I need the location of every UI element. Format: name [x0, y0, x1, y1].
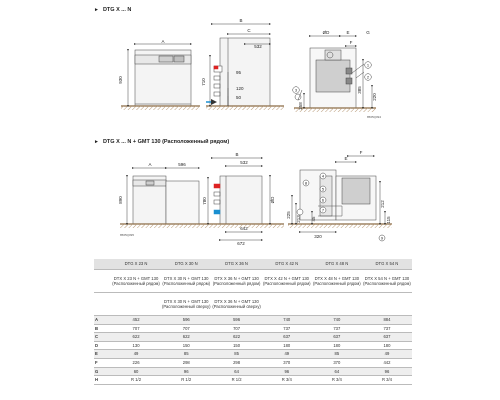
- table-header-row: [94, 259, 412, 270]
- table-row: [94, 350, 412, 359]
- table-cell: 49: [111, 350, 161, 359]
- dim-label-50: 50: [236, 95, 242, 100]
- table-cell: 96: [161, 367, 211, 376]
- dim-label-95: 95: [236, 70, 242, 75]
- table-header-cell: [94, 259, 111, 270]
- table-cell: DTX X 36 N + GMT 130 (Расположенный рядом): [211, 270, 261, 293]
- table-cell: 96: [362, 367, 412, 376]
- boiler-front-view: [135, 50, 191, 106]
- dim-label-930: 930: [118, 76, 123, 84]
- section-title-boiler: ► DTG X ... N: [94, 7, 132, 13]
- marker-9: 9: [380, 235, 384, 241]
- table-cell: 130: [111, 341, 161, 350]
- dim-label-F: F: [349, 40, 353, 45]
- dim-label-E: E: [346, 30, 350, 35]
- table-row: [94, 316, 412, 325]
- table-cell: DTX X 30 N + GMT 130 (Расположенный сверху): [161, 293, 211, 316]
- table-cell: 370: [312, 358, 362, 367]
- table-cell: 737: [362, 324, 412, 333]
- marker-3: 3: [294, 87, 298, 93]
- boiler-tank-back-view: [300, 170, 376, 220]
- sheet-code-2: 8565Q095: [120, 233, 135, 237]
- table-cell: 370: [262, 358, 312, 367]
- table-cell: 180: [312, 341, 362, 350]
- dim-label-532-2: 532: [240, 160, 248, 165]
- table-cell: 85: [312, 350, 362, 359]
- table-header-cell: DTG X 36 N: [211, 259, 261, 270]
- table-cell: 49: [262, 350, 312, 359]
- section-title-boiler-with-tank: ► DTG X ... N + GMT 130 (Расположенный рядом): [94, 139, 230, 145]
- table-cell: 596: [161, 316, 211, 325]
- table-cell: [362, 293, 412, 316]
- table-model-row: [94, 270, 412, 293]
- table-dim-cell: A: [94, 316, 111, 325]
- dim-label-220: 220: [372, 93, 377, 101]
- table-cell: 740: [312, 316, 362, 325]
- table-dim-cell: D: [94, 341, 111, 350]
- marker-8: 8: [304, 180, 308, 186]
- table-cell: [94, 270, 111, 293]
- table-dim-cell: H: [94, 376, 111, 385]
- dim-label-B-2: B: [235, 152, 239, 157]
- table-cell: 64: [312, 367, 362, 376]
- table-cell: 60: [111, 367, 161, 376]
- table-cell: 740: [262, 316, 312, 325]
- dim-label-596: 596: [178, 162, 186, 167]
- table-cell: 596: [211, 316, 261, 325]
- dim-label-120: 120: [236, 86, 244, 91]
- table-cell: 64: [211, 367, 261, 376]
- table-cell: R 1/2: [211, 376, 261, 385]
- marker-2: 2: [366, 74, 370, 80]
- table-dim-cell: B: [94, 324, 111, 333]
- table-cell: 707: [211, 324, 261, 333]
- table-cell: R 1/2: [161, 376, 211, 385]
- table-cell: 707: [111, 324, 161, 333]
- table-row: [94, 367, 412, 376]
- table-cell: 737: [312, 324, 362, 333]
- dimensions-table: [94, 259, 412, 385]
- table-cell: 884: [362, 316, 412, 325]
- marker-5: 5: [321, 186, 325, 192]
- dim-label-212: 212: [380, 200, 385, 208]
- table-cell: 180: [362, 341, 412, 350]
- table-dim-cell: G: [94, 367, 111, 376]
- table-cell: 637: [312, 333, 362, 342]
- table-dim-cell: C: [94, 333, 111, 342]
- dim-label-C: C: [247, 28, 251, 33]
- table-cell: DTX X 30 N + GMT 130 (Расположенный рядом): [161, 270, 211, 293]
- table-header-cell: DTG X 54 N: [362, 259, 412, 270]
- table-header-cell: DTG X 23 N: [111, 259, 161, 270]
- table-cell: 150: [211, 341, 261, 350]
- table-cell: 226: [111, 358, 161, 367]
- table-cell: DTX X 42 N + GMT 130 (Расположенный рядом): [262, 270, 312, 293]
- sheet-code-1: 8565Q094: [367, 115, 382, 119]
- table-header-cell: DTG X 48 N: [312, 259, 362, 270]
- table-cell: 637: [362, 333, 412, 342]
- table-row: [94, 341, 412, 350]
- table-dim-cell: F: [94, 358, 111, 367]
- table-cell: DTX X 36 N + GMT 130 (Расположенный сверху): [211, 293, 261, 316]
- table-cell: 49: [362, 350, 412, 359]
- table-cell: 150: [161, 341, 211, 350]
- dim-label-225: 225: [286, 211, 291, 219]
- table-cell: 622: [211, 333, 261, 342]
- dim-label-D: ØD: [322, 30, 330, 35]
- dim-label-890: 890: [118, 196, 123, 204]
- dim-label-45: 45: [311, 216, 316, 222]
- table-cell: 298: [211, 358, 261, 367]
- table-cell: 737: [262, 324, 312, 333]
- dim-label-532: 532: [254, 44, 262, 49]
- dim-label-G: G: [366, 30, 370, 35]
- table-cell: [111, 293, 161, 316]
- table-cell: 637: [262, 333, 312, 342]
- table-header-cell: DTG X 42 N: [262, 259, 312, 270]
- boiler-tank-front-view: [133, 176, 199, 224]
- table-cell: 622: [111, 333, 161, 342]
- table-cell: 85: [211, 350, 261, 359]
- table-row: [94, 324, 412, 333]
- dim-label-A-2: A: [148, 162, 152, 167]
- table-cell: 707: [161, 324, 211, 333]
- dim-label-780: 780: [202, 197, 207, 205]
- table-cell: DTX X 48 N + GMT 130 (Расположенный рядом): [312, 270, 362, 293]
- dim-label-710: 710: [201, 78, 206, 86]
- marker-6: 6: [321, 197, 325, 203]
- table-cell: 85: [161, 350, 211, 359]
- table-cell: [94, 293, 111, 316]
- dim-label-213: 213: [296, 215, 301, 223]
- table-cell: 180: [262, 341, 312, 350]
- dim-label-E-2: E: [344, 156, 348, 161]
- dim-label-642: 642: [240, 226, 248, 231]
- dim-label-D-2: ØD: [270, 196, 275, 204]
- table-model-row: [94, 293, 412, 316]
- table-cell: 622: [161, 333, 211, 342]
- dim-label-F-2: F: [359, 150, 363, 155]
- dim-label-B: B: [239, 18, 243, 23]
- table-cell: DTX X 23 N + GMT 130 (Расположенный рядом): [111, 270, 161, 293]
- table-cell: R 3/4: [262, 376, 312, 385]
- table-cell: [312, 293, 362, 316]
- boiler-tank-side-view: [214, 176, 262, 224]
- marker-4: 4: [321, 173, 325, 179]
- table-dim-cell: E: [94, 350, 111, 359]
- marker-1: 1: [366, 62, 370, 68]
- table-row: [94, 333, 412, 342]
- dim-label-320: 320: [314, 234, 322, 239]
- marker-7: 7: [321, 207, 325, 213]
- dim-label-258: 258: [298, 102, 303, 110]
- dim-label-A: A: [161, 39, 165, 44]
- table-cell: R 3/4: [362, 376, 412, 385]
- table-cell: 298: [161, 358, 211, 367]
- triangle-bullet-icon: ►: [94, 7, 99, 13]
- dim-label-385: 385: [357, 86, 362, 94]
- table-cell: R 1/2: [111, 376, 161, 385]
- dim-label-672: 672: [237, 241, 245, 246]
- table-cell: 442: [362, 358, 412, 367]
- table-row: [94, 376, 412, 385]
- dim-label-115: 115: [386, 216, 391, 224]
- triangle-bullet-icon: ►: [94, 139, 99, 145]
- table-cell: DTX X 54 N + GMT 130 (Расположенный рядом): [362, 270, 412, 293]
- table-row: [94, 358, 412, 367]
- table-header-cell: DTG X 30 N: [161, 259, 211, 270]
- table-cell: [262, 293, 312, 316]
- table-cell: 452: [111, 316, 161, 325]
- table-cell: R 3/4: [312, 376, 362, 385]
- table-cell: 96: [262, 367, 312, 376]
